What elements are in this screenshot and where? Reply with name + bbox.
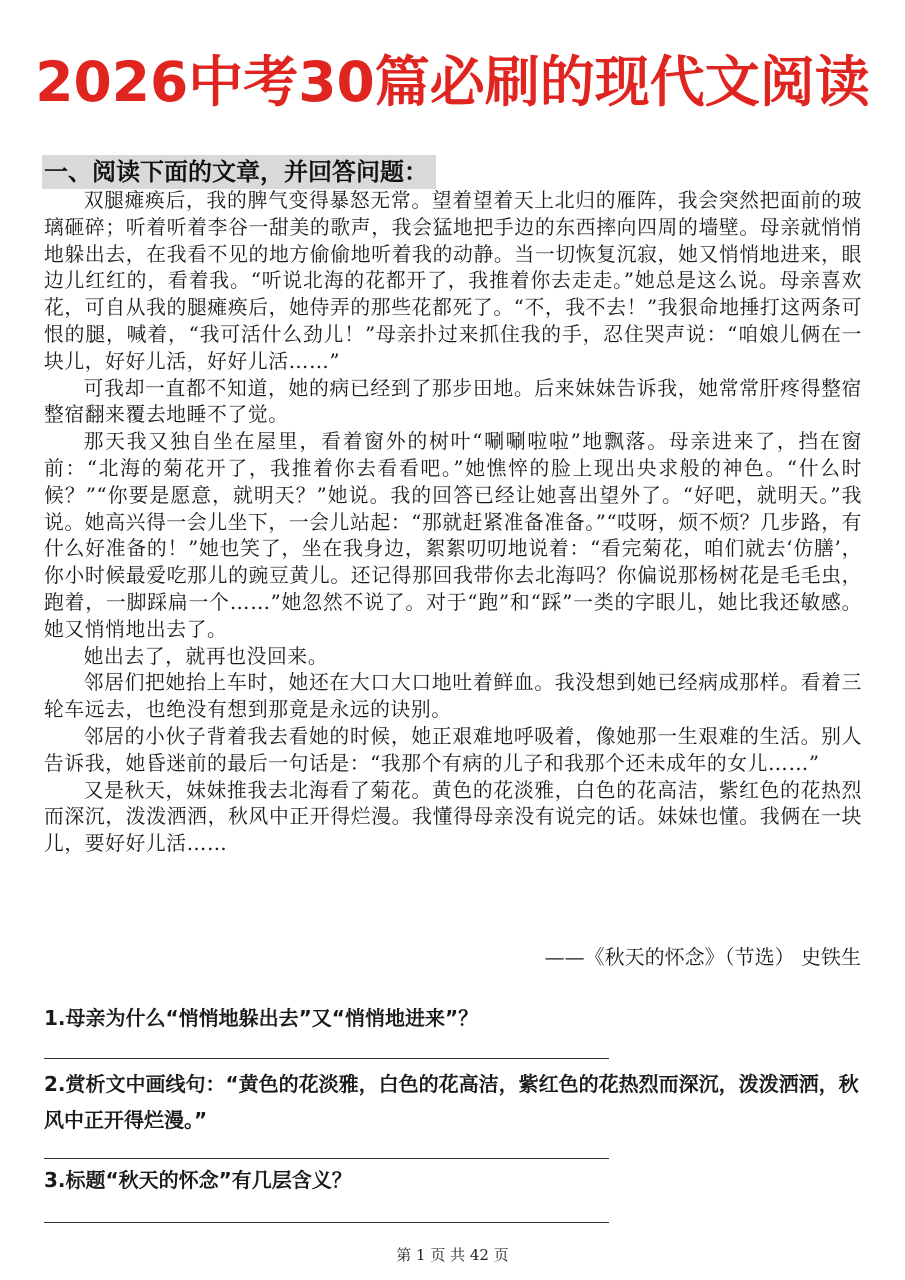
article-paragraph: 那天我又独自坐在屋里，看着窗外的树叶“唰唰啦啦”地飘落。母亲进来了，挡在窗前：“北海的菊花开了，我推着你去看看吧。”她憔悴的脸上现出央求般的神色。“什么时候？”“你要是愿意，就明天？”她说。我的回答已经让她喜出望外了。“好吧，就明天。”我说。她高兴得一会儿坐下，一会儿站起：“那就赶紧准备准备。”“哎呀，烦不烦？几步路，有什么好准备的！”她也笑了，坐在我身边，絮絮叨叨地说着：“看完菊花，咱们就去‘仿膳’，你小时候最爱吃那儿的豌豆黄儿。还记得那回我带你去北海吗？你偏说那杨树花是毛毛虫，跑着，一脚踩扁一个……”她忽然不说了。对于“跑”和“踩”一类的字眼儿，她比我还敏感。她又悄悄地出去了。 <box>44 430 862 641</box>
article-source: ——《秋天的怀念》（节选） 史铁生 <box>544 945 861 969</box>
article-paragraph: 双腿瘫痪后，我的脾气变得暴怒无常。望着望着天上北归的雁阵，我会突然把面前的玻璃砸碎；听着听着李谷一甜美的歌声，我会猛地把手边的东西摔向四周的墙壁。母亲就悄悄地躲出去，在我看不见的地方偷偷地听着我的动静。当一切恢复沉寂，她又悄悄地进来，眼边儿红红的，看着我。“听说北海的花都开了，我推着你去走走。”她总是这么说。母亲喜欢花，可自从我的腿瘫痪后，她侍弄的那些花都死了。“不，我不去！”我狠命地捶打这两条可恨的腿，喊着，“我可活什么劲儿！”母亲扑过来抓住我的手，忍住哭声说：“咱娘儿俩在一块儿，好好儿活，好好儿活……” <box>44 189 862 373</box>
article-paragraph: 邻居们把她抬上车时，她还在大口大口地吐着鲜血。我没想到她已经病成那样。看着三轮车远去，也绝没有想到那竟是永远的诀别。 <box>44 671 862 722</box>
article-paragraph: 她出去了，就再也没回来。 <box>83 644 329 668</box>
question-2: 2.赏析文中画线句：“黄色的花淡雅，白色的花高洁，紫红色的花热烈而深沉，泼泼洒洒，秋风中正开得烂漫。” <box>44 1072 859 1132</box>
section-heading: 一、阅读下面的文章，并回答问题： <box>42 155 436 189</box>
answer-line-3 <box>44 1222 609 1223</box>
page-footer: 第 1 页 共 42 页 <box>396 1246 509 1264</box>
question-1: 1.母亲为什么“悄悄地躲出去”又“悄悄地进来”？ <box>44 1006 479 1030</box>
article-paragraph: 可我却一直都不知道，她的病已经到了那步田地。后来妹妹告诉我，她常常肝疼得整宿整宿翻来覆去地睡不了觉。 <box>44 376 862 427</box>
answer-line-1 <box>44 1058 609 1059</box>
article-body <box>44 188 862 858</box>
answer-line-2 <box>44 1158 609 1159</box>
question-3: 3.标题“秋天的怀念”有几层含义？ <box>44 1168 352 1192</box>
article-paragraph: 又是秋天，妹妹推我去北海看了菊花。黄色的花淡雅，白色的花高洁，紫红色的花热烈而深沉，泼泼洒洒，秋风中正开得烂漫。我懂得母亲没有说完的话。妹妹也懂。我俩在一块儿，要好好儿活…… <box>44 778 862 856</box>
page-title: 2026中考30篇必刷的现代文阅读 <box>35 50 870 114</box>
article-paragraph: 邻居的小伙子背着我去看她的时候，她正艰难地呼吸着，像她那一生艰难的生活。别人告诉我，她昏迷前的最后一句话是：“我那个有病的儿子和我那个还未成年的女儿……” <box>44 724 862 775</box>
